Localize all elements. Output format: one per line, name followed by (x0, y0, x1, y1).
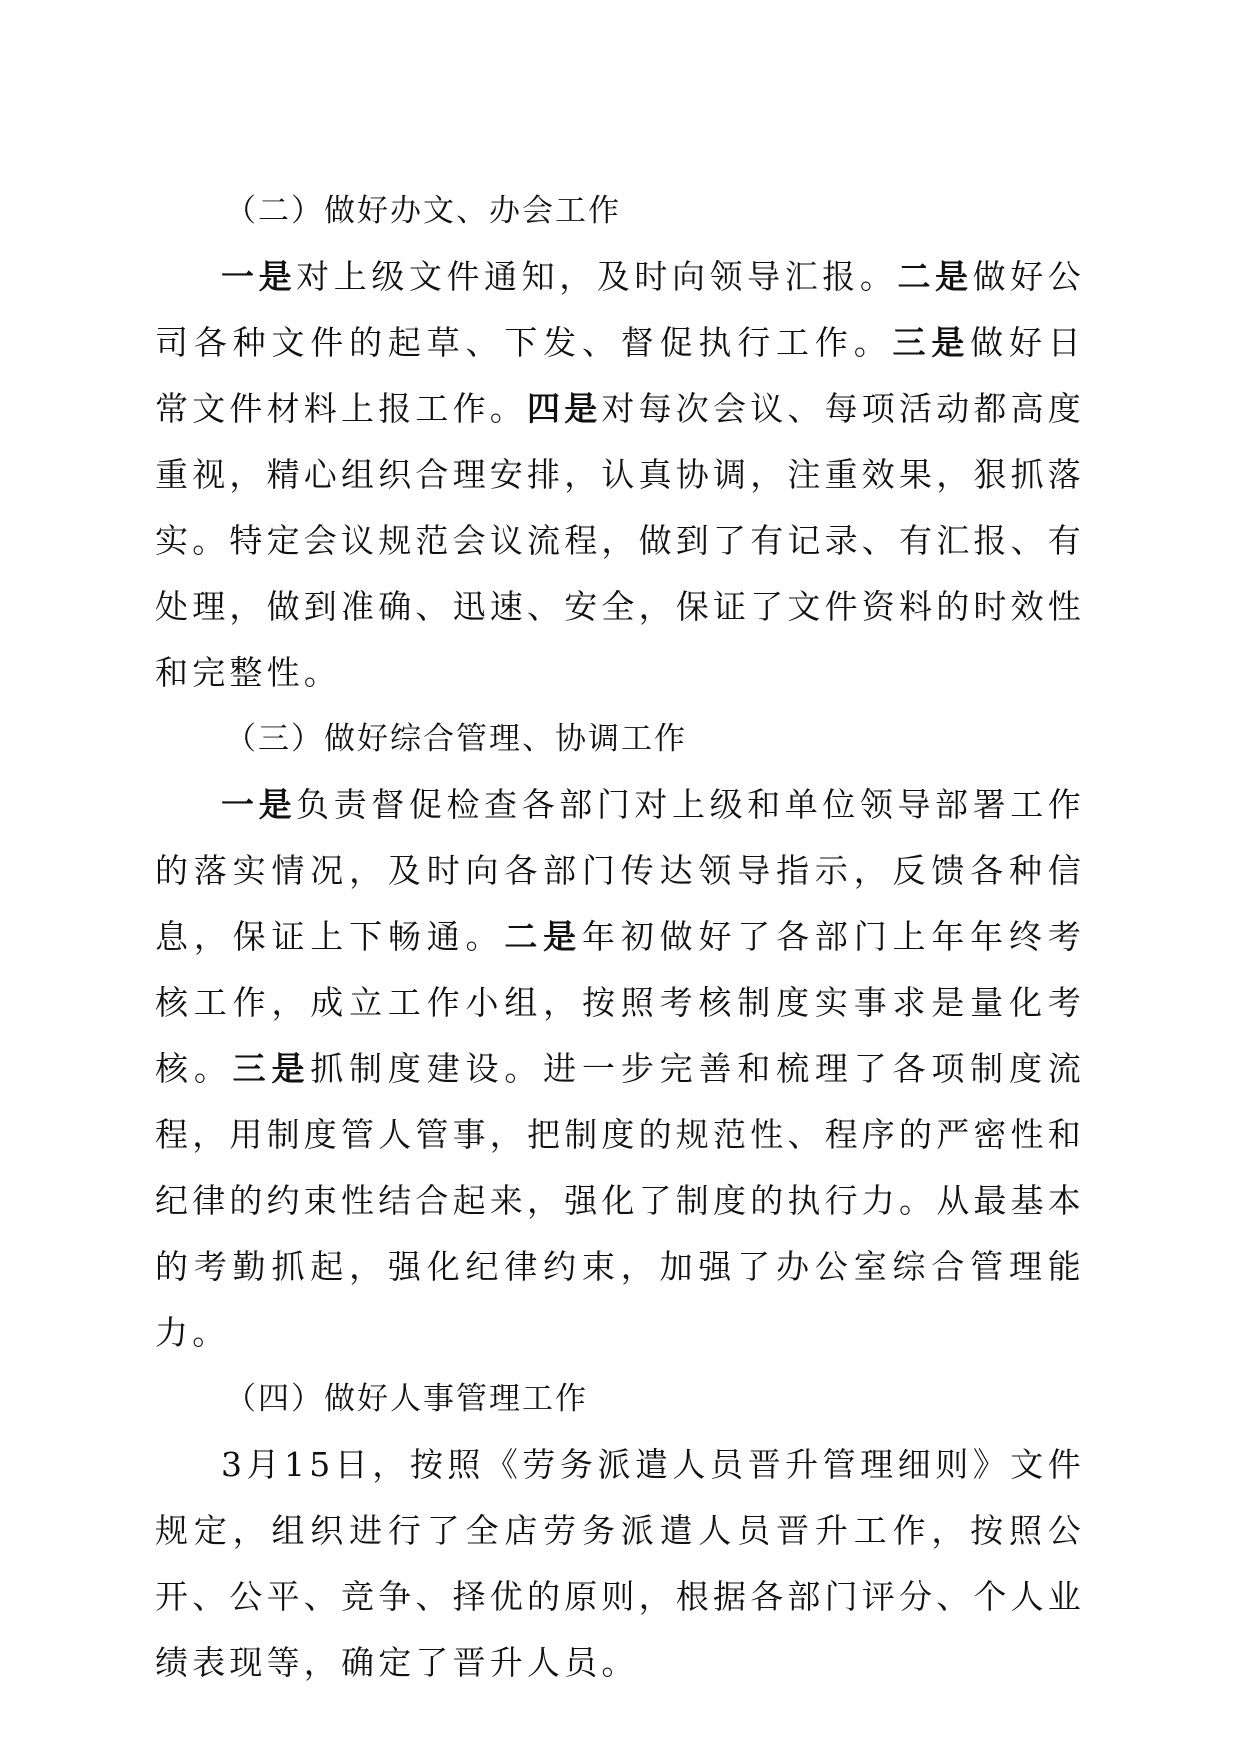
paragraph-text: 负责督促检查各部门对上级和单位领导部署工作的落实情况，及时向各部门传达领导指示，反馈各种信息，保证上下畅通。 (155, 785, 1085, 956)
lead-phrase: 四是 (527, 389, 602, 428)
section-heading-3: （三）做好综合管理、协调工作 (225, 721, 687, 757)
section-2-paragraph (155, 244, 1085, 706)
paragraph-text: 年初做好了各部门上年年终考核工作，成立工作小组，按照考核制度实事求是量化考核。 (155, 917, 1085, 1088)
section-heading-4: （四）做好人事管理工作 (225, 1381, 588, 1417)
paragraph-text: 做好公司各种文件的起草、下发、督促执行工作。 (155, 257, 1086, 362)
document-page (155, 178, 1085, 1696)
paragraph-text: 做好日常文件材料上报工作。 (155, 323, 1085, 428)
paragraph-text: 对每次会议、每项活动都高度重视，精心组织合理安排，认真协调，注重效果，狠抓落实。特定会议规范会议流程，做到了有记录、有汇报、有处理，做到准确、迅速、安全，保证了文件资料的时效性和完整性。 (155, 389, 1086, 692)
lead-phrase: 一是 (221, 785, 297, 824)
lead-phrase: 二是 (504, 917, 582, 956)
paragraph-text: 抓制度建设。进一步完善和梳理了各项制度流程，用制度管人管事，把制度的规范性、程序的严密性和纪律的约束性结合起来，强化了制度的执行力。从最基本的考勤抓起，强化纪律约束，加强了办公室综合管理能力。 (155, 1049, 1086, 1352)
section-4-paragraph: 3月15日，按照《劳务派遣人员晋升管理细则》文件规定，组织进行了全店劳务派遣人员晋升工作，按照公开、公平、竞争、择优的原则，根据各部门评分、个人业绩表现等，确定了晋升人员。 (155, 1445, 1085, 1682)
section-3-paragraph (155, 772, 1085, 1366)
lead-phrase: 三是 (892, 323, 971, 362)
lead-phrase: 二是 (897, 257, 973, 296)
section-heading-2: （二）做好办文、办会工作 (225, 193, 621, 229)
lead-phrase: 一是 (221, 257, 297, 296)
paragraph-text: 对上级文件通知，及时向领导汇报。 (296, 257, 898, 296)
lead-phrase: 三是 (232, 1049, 311, 1088)
